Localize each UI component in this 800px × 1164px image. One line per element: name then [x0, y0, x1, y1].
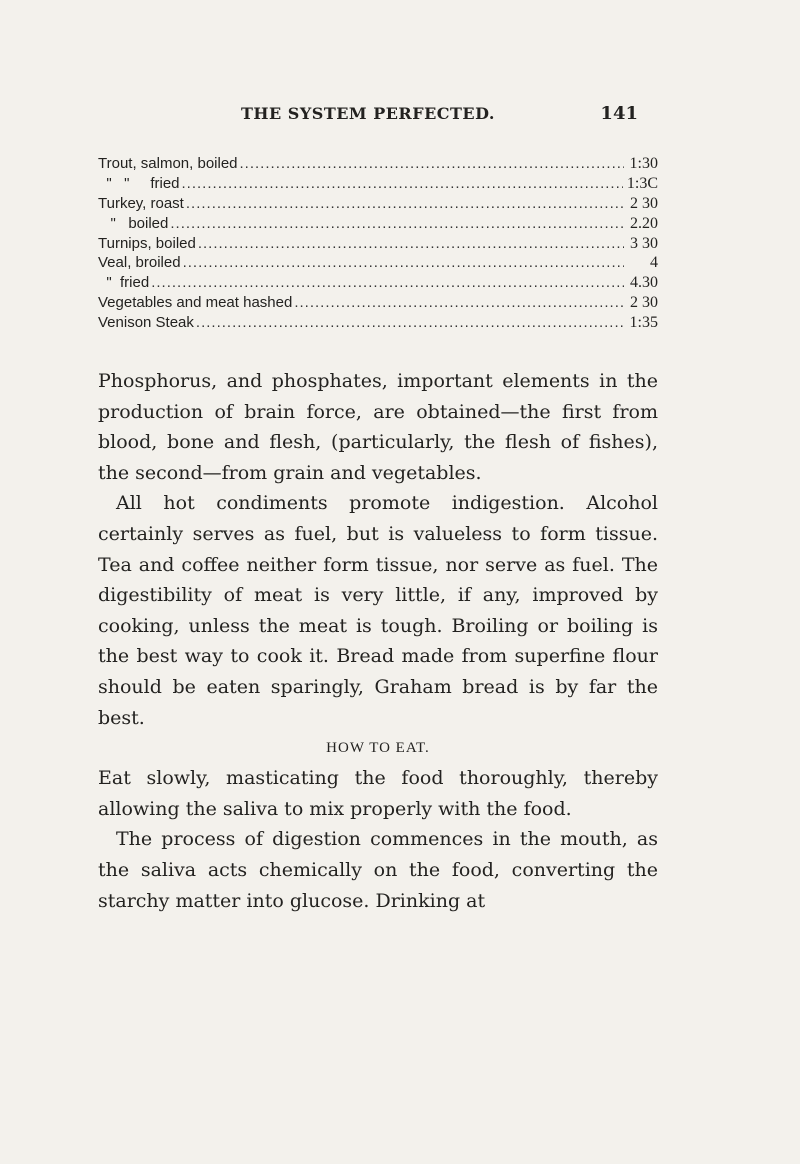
paragraph: All hot condiments promote indigestion. Alcohol certainly serves as fuel, but is valueless to form tissue. Tea and coffee neither form tissue, nor serve as fuel. The digestibility of meat is very little, if any, improved by cooking, unless the meat is tough. Broiling or boiling is the best way to cook it. Bread made from superfine flour should be eaten sparingly, Graham bread is by far the best.	[98, 492, 658, 729]
digestion-time: 2 30	[630, 194, 658, 212]
table-row	[98, 274, 658, 294]
running-head: THE SYSTEM PERFECTED.	[241, 104, 495, 123]
body-text	[98, 366, 658, 916]
paragraph: The process of digestion commences in the mouth, as the saliva acts chemically on the food, converting the starchy matter into glucose. Drinking at	[98, 828, 658, 912]
dot-leader	[186, 195, 624, 212]
table-row	[98, 314, 658, 334]
page-number: 141	[600, 103, 638, 124]
food-label: Veal, broiled	[98, 254, 181, 272]
table-row	[98, 175, 658, 195]
table-row	[98, 235, 658, 255]
dot-leader	[170, 215, 624, 232]
dot-leader	[182, 175, 623, 192]
digestion-time: 3 30	[630, 234, 658, 252]
food-label: Turkey, roast	[98, 194, 184, 212]
digestion-time: 1:3C	[626, 174, 658, 192]
digestion-time: 1:35	[629, 314, 658, 332]
digestion-time: 2.20	[630, 214, 658, 232]
paragraph: Eat slowly, masticating the food thoroughly, thereby allowing the saliva to mix properly with the food.	[98, 767, 658, 820]
food-label: Vegetables and meat hashed	[98, 294, 293, 312]
digestion-time: 4	[650, 254, 658, 272]
section-heading: HOW TO EAT.	[326, 740, 430, 757]
food-label: " fried	[98, 274, 150, 292]
table-row	[98, 155, 658, 175]
food-label: Turnips, boiled	[98, 234, 196, 252]
dot-leader	[151, 274, 624, 291]
digestion-time: 1:30	[629, 155, 658, 172]
dot-leader	[196, 314, 624, 331]
dot-leader	[294, 294, 624, 311]
paragraph: Phosphorus, and phosphates, important elements in the production of brain force, are obtained—the first from blood, bone and flesh, (particularly, the flesh of fishes), the second—from grain and vegetables.	[98, 370, 658, 484]
table-row	[98, 294, 658, 314]
food-label: " boiled	[98, 214, 169, 232]
dot-leader	[183, 254, 624, 271]
table-row	[98, 215, 658, 235]
food-label: Venison Steak	[98, 314, 194, 332]
dot-leader	[240, 155, 624, 172]
page-header	[98, 104, 638, 128]
dot-leader	[198, 235, 624, 252]
food-label: Trout, salmon, boiled	[98, 155, 238, 172]
digestion-time: 2 30	[630, 294, 658, 312]
digestion-time-table	[98, 155, 658, 334]
table-row	[98, 195, 658, 215]
food-label: " " fried	[98, 174, 180, 192]
table-row	[98, 254, 658, 274]
digestion-time: 4.30	[630, 274, 658, 292]
